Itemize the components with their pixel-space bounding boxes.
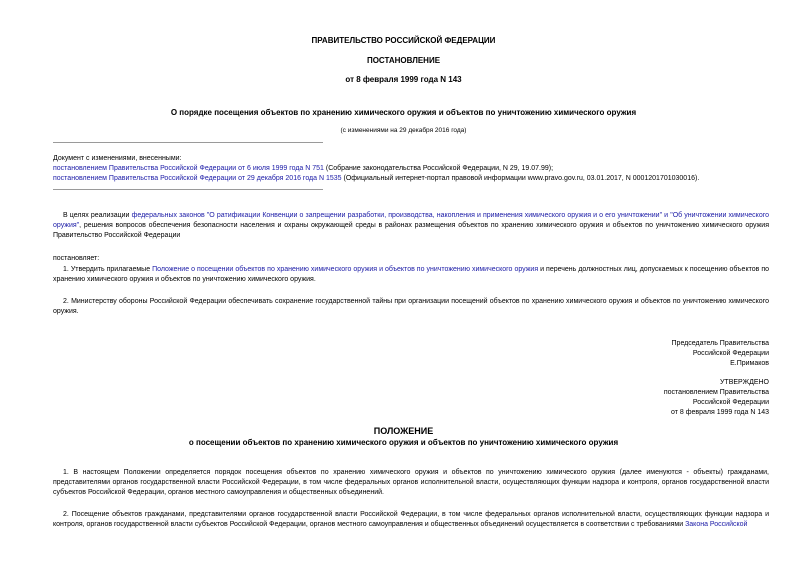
approval-block bbox=[664, 378, 769, 418]
regulation-subtitle: о посещении объектов по хранению химического оружия и объектов по уничтожению химического оружия bbox=[188, 438, 619, 447]
regulation-paragraph-2 bbox=[53, 510, 769, 530]
approval-by: постановлением Правительства bbox=[663, 389, 769, 396]
changes-intro: Документ с изменениями, внесенными: bbox=[53, 155, 182, 162]
regulation-paragraph-1: 1. В настоящем Положении определяется порядок посещения объектов по хранению химического оружия и объектов по уничтожению химического оружия (далее именуются - объекты) гражданами, представителями органов государственной власти Российской Федерации, в том числе федеральных органов исполнительной власти, осуществляющих функции надзора и контроля, органов государственной власти субъектов Российской Федерации, органов местного самоуправления и общественных объединений. bbox=[53, 469, 769, 496]
amendment-source: (Собрание законодательства Российской Федерации, N 29, 19.07.99); bbox=[323, 165, 554, 172]
changes-item bbox=[53, 174, 793, 184]
document-type: ПОСТАНОВЛЕНИЕ bbox=[366, 56, 441, 65]
preamble-text: В целях реализации bbox=[63, 212, 132, 219]
item-1-text: 1. Утвердить прилагаемые bbox=[63, 266, 153, 273]
document-date-number: от 8 февраля 1999 года N 143 bbox=[345, 75, 462, 84]
signatory-country: Российской Федерации bbox=[692, 350, 769, 357]
regulation-paragraph-2-text: 2. Посещение объектов гражданами, представителями органов государственной власти Российской Федерации, в том числе федеральных органов исполнительной власти, осуществляющих функции надзора и контроля, органов государственной власти субъектов Российской Федерации, органов местного самоуправления и общественных объединений осуществляется в соответствии с требованиями bbox=[53, 511, 769, 528]
preamble-text: , решения вопросов обеспечения безопасности населения и охраны окружающей среды в районах размещения объектов по хранению химического оружия и объектов по уничтожению химического оружия Правительство Российской Федерации bbox=[53, 222, 769, 239]
item-2-paragraph: 2. Министерству обороны Российской Федерации обеспечивать сохранение государственной тайны при организации посещений объектов по хранению химического оружия и объектов по уничтожению химического оружия. bbox=[53, 298, 769, 315]
divider-top bbox=[53, 142, 323, 143]
amendment-link[interactable]: постановлением Правительства Российской Федерации от 29 декабря 2016 года N 1535 bbox=[53, 175, 342, 182]
federal-laws-link[interactable]: федеральных законов "О ратификации Конвенции о запрещении разработки, производства, накопления и применения химического оружия и о его уничтожении" и "Об уничтожении химического оружия" bbox=[53, 212, 770, 229]
changes-note: (с изменениями на 29 декабря 2016 года) bbox=[340, 127, 467, 134]
resolves-label: постановляет: bbox=[53, 255, 100, 262]
divider-bottom bbox=[53, 189, 323, 190]
approval-date: от 8 февраля 1999 года N 143 bbox=[671, 409, 769, 416]
approval-label: УТВЕРЖДЕНО bbox=[719, 379, 769, 386]
item-1-text: и перечень должностных лиц, допускаемых к посещению объектов по хранению химического оружия и объектов по уничтожению химического оружия. bbox=[53, 266, 770, 283]
amendment-source: (Официальный интернет-портал правовой информации www.pravo.gov.ru, 03.01.2017, N 0001201701030016). bbox=[341, 175, 700, 182]
approval-country: Российской Федерации bbox=[692, 399, 769, 406]
changes-item bbox=[53, 164, 783, 174]
regulation-title: ПОЛОЖЕНИЕ bbox=[373, 426, 434, 436]
signatory-name: Е.Примаков bbox=[730, 360, 769, 367]
regulation-link[interactable]: Положение о посещении объектов по хранению химического оружия и объектов по уничтожению химического оружия bbox=[152, 266, 539, 273]
law-link[interactable]: Закона Российской bbox=[685, 521, 748, 528]
signatory-position: Председатель Правительства bbox=[671, 340, 769, 347]
amendment-link[interactable]: постановлением Правительства Российской Федерации от 6 июля 1999 года N 751 bbox=[53, 165, 324, 172]
government-heading: ПРАВИТЕЛЬСТВО РОССИЙСКОЙ ФЕДЕРАЦИИ bbox=[311, 36, 496, 45]
preamble-paragraph bbox=[53, 211, 769, 241]
signature-block bbox=[672, 339, 769, 369]
document-title: О порядке посещения объектов по хранению химического оружия и объектов по уничтожению химического оружия bbox=[170, 108, 637, 117]
item-1-paragraph bbox=[53, 265, 769, 285]
